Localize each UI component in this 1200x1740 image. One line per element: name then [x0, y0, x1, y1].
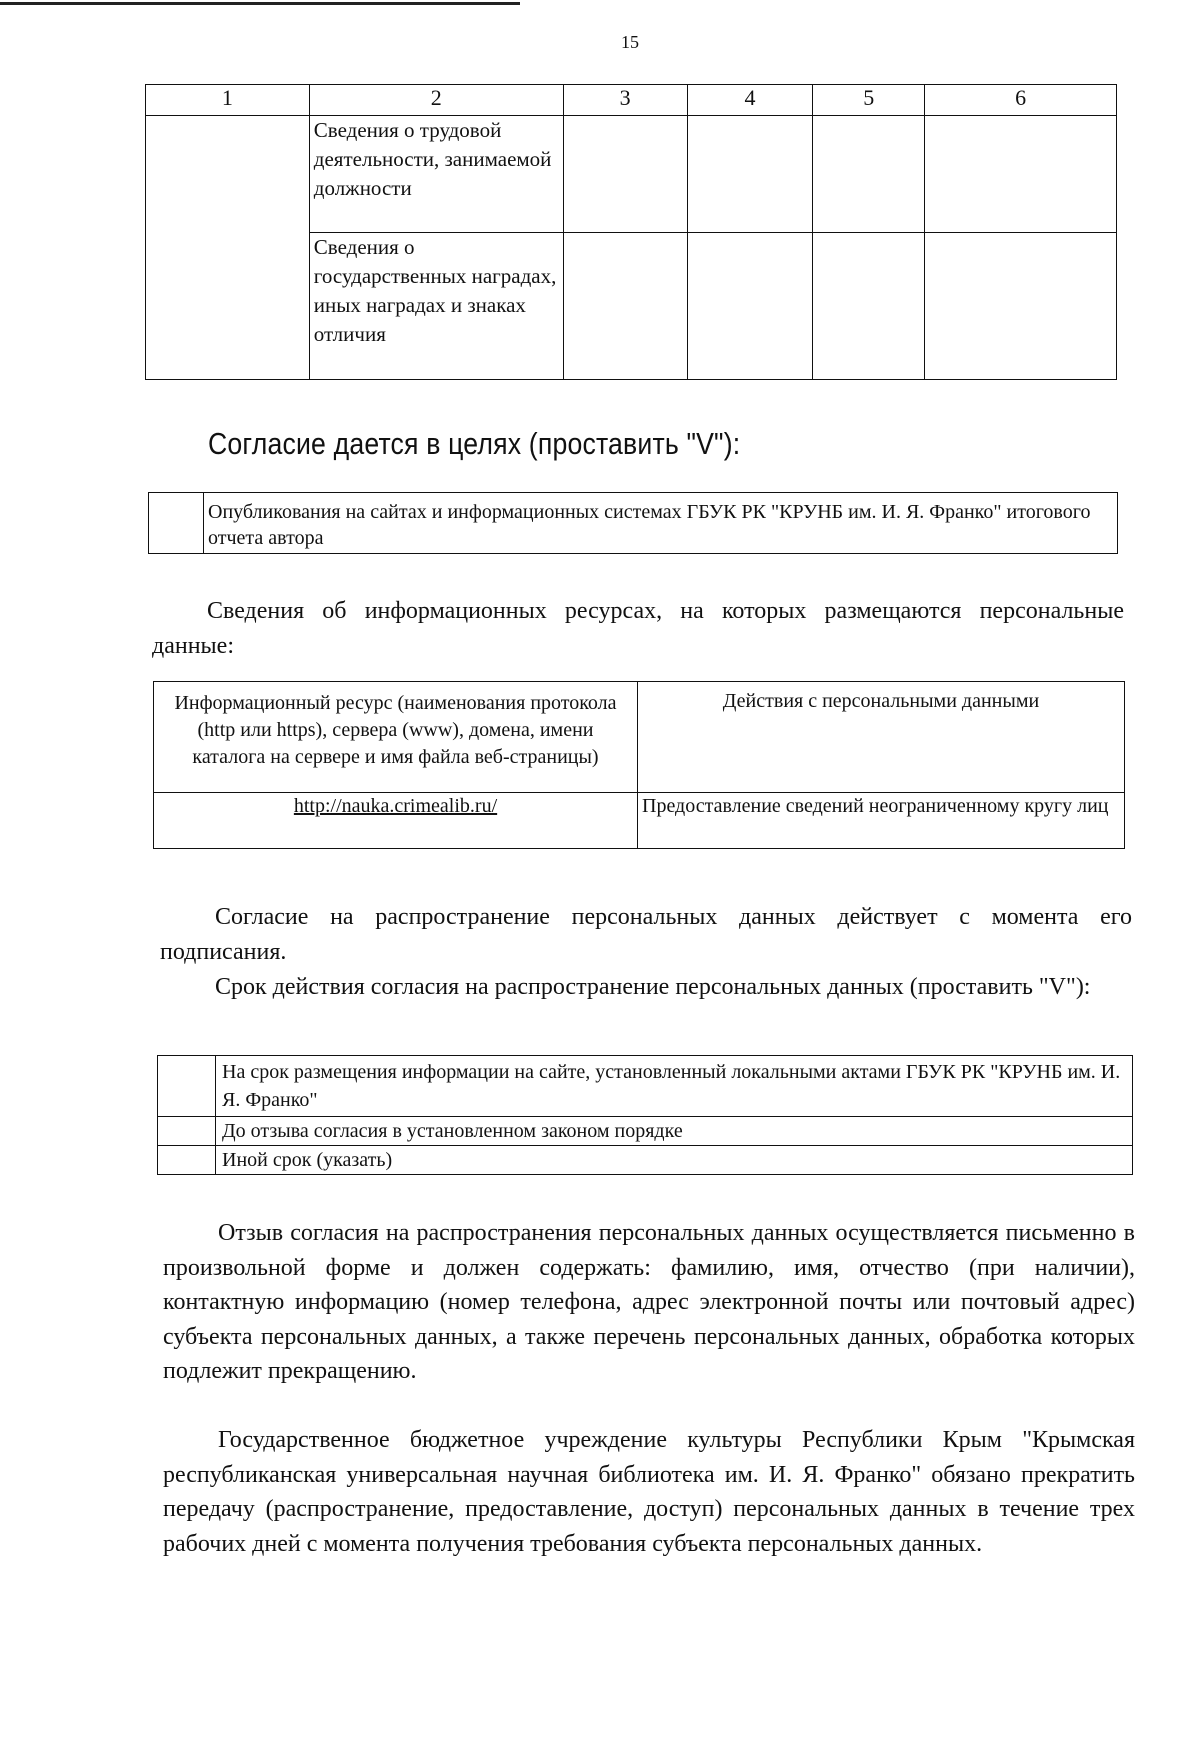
resource-header: Информационный ресурс (наименования протокола (http или https), сервера (www), домена, имени каталога на сервере и имя файла веб-страницы) — [154, 682, 638, 793]
empty-cell — [813, 233, 925, 380]
column-header: 2 — [309, 85, 563, 116]
table-row — [158, 1056, 1133, 1117]
checkbox-cell[interactable] — [158, 1117, 216, 1146]
table-row — [158, 1117, 1133, 1146]
resource-cell — [154, 793, 638, 849]
column-header: 1 — [146, 85, 310, 116]
term-paragraph: Срок действия согласия на распространение персональных данных (проставить "V"): — [215, 974, 1091, 1000]
checkbox-cell[interactable] — [158, 1146, 216, 1175]
table-header-row — [154, 682, 1125, 793]
resources-table — [153, 681, 1125, 849]
empty-cell — [563, 116, 687, 233]
column-header: 4 — [687, 85, 813, 116]
table-row — [154, 793, 1125, 849]
column-header: 3 — [563, 85, 687, 116]
table-row — [146, 116, 1117, 233]
institution-paragraph: Государственное бюджетное учреждение культуры Республики Крым "Крымская республиканская универсальная научная библиотека им. И. Я. Франко" обязано прекратить передачу (распространение, предоставление, доступ) персональных данных в течение трех рабочих дней с момента получения требования субъекта персональных данных. — [163, 1427, 1135, 1557]
page-number: 15 — [621, 32, 639, 52]
empty-cell — [687, 233, 813, 380]
revocation-paragraph: Отзыв согласия на распространения персональных данных осуществляется письменно в произвольной форме и должен содержать: фамилию, имя, отчество (при наличии), контактную информацию (номер телефона, адрес электронной почты или почтовый адрес) субъекта персональных данных, а также перечень персональных данных, обработка которых подлежит прекращению. — [163, 1220, 1135, 1384]
top-scan-edge — [0, 2, 520, 5]
purpose-heading: Согласие дается в целях (проставить "V"): — [208, 426, 741, 461]
table-header-row — [146, 85, 1117, 116]
empty-cell — [813, 116, 925, 233]
empty-cell — [687, 116, 813, 233]
table-row — [158, 1146, 1133, 1175]
column-header: 6 — [925, 85, 1117, 116]
actions-header: Действия с персональными данными — [638, 682, 1125, 793]
term-table — [157, 1055, 1133, 1175]
resource-link[interactable]: http://nauka.crimealib.ru/ — [293, 795, 498, 817]
empty-cell — [563, 233, 687, 380]
term-option: На срок размещения информации на сайте, установленный локальными актами ГБУК РК "КРУНБ им. И. Я. Франко" — [216, 1056, 1133, 1117]
empty-cell — [146, 116, 310, 380]
validity-paragraph: Согласие на распространение персональных данных действует с момента его подписания. — [160, 904, 1132, 965]
checkbox-cell[interactable] — [149, 493, 204, 554]
column-header: 5 — [813, 85, 925, 116]
action-cell: Предоставление сведений неограниченному кругу лиц — [638, 793, 1125, 849]
category-cell: Сведения о государственных наградах, иных наградах и знаках отличия — [309, 233, 563, 380]
empty-cell — [925, 233, 1117, 380]
checkbox-cell[interactable] — [158, 1056, 216, 1117]
term-option: Иной срок (указать) — [216, 1146, 1133, 1175]
category-cell: Сведения о трудовой деятельности, занимаемой должности — [309, 116, 563, 233]
purpose-table — [148, 492, 1118, 554]
data-categories-table — [145, 84, 1117, 380]
term-option: До отзыва согласия в установленном законом порядке — [216, 1117, 1133, 1146]
empty-cell — [925, 116, 1117, 233]
table-row — [149, 493, 1118, 554]
purpose-text: Опубликования на сайтах и информационных системах ГБУК РК "КРУНБ им. И. Я. Франко" итогового отчета автора — [204, 493, 1118, 554]
resources-intro: Сведения об информационных ресурсах, на которых размещаются персональные данные: — [152, 598, 1124, 659]
